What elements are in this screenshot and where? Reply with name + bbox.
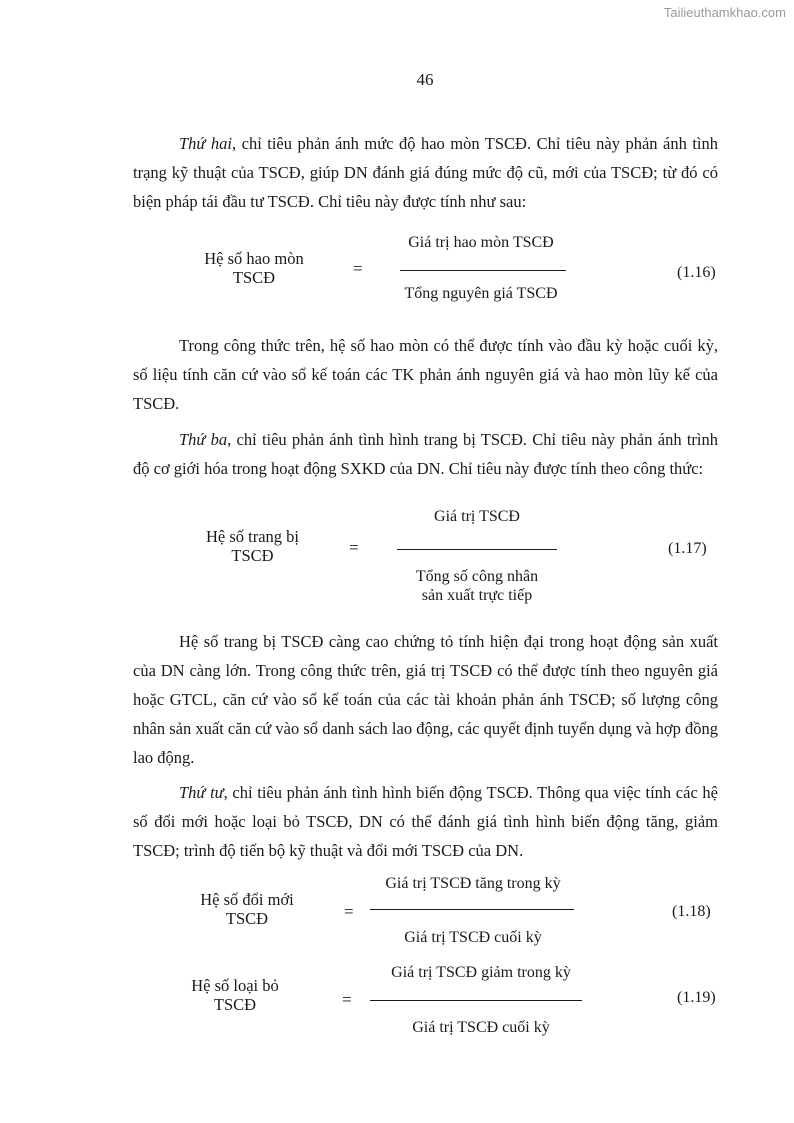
formula-label [168, 976, 302, 1014]
formula-denominator [395, 567, 559, 605]
formula-label-line1: Hệ số loại bỏ [191, 976, 279, 995]
formula-label-line2: TSCĐ [225, 909, 269, 928]
watermark: Tailieuthamkhao.com [663, 5, 786, 20]
equation-number: (1.19) [677, 989, 716, 1006]
fraction-bar [400, 270, 566, 271]
paragraph-lead: Thứ hai [179, 134, 232, 153]
formula-denominator [380, 284, 582, 303]
formula-label [185, 527, 320, 565]
formula-numerator: Giá trị TSCĐ [434, 508, 520, 525]
formula-label-line2: TSCĐ [213, 995, 257, 1014]
paragraph-thu-tu [133, 778, 718, 865]
paragraph-trang-bi-note [133, 627, 718, 772]
formula-equals: = [344, 902, 354, 921]
paragraph-thu-hai [133, 129, 718, 216]
paragraph-formula-note [133, 331, 718, 418]
formula-denominator-line2: sản xuất trực tiếp [421, 587, 533, 604]
formula-denominator-line1: Giá trị TSCĐ cuối kỳ [412, 1019, 550, 1036]
equation-number: (1.16) [677, 264, 716, 281]
formula-denominator-line1: Tổng số công nhân [415, 568, 539, 585]
formula-equals: = [349, 538, 359, 557]
paragraph-lead: Thứ ba [179, 430, 228, 449]
fraction-bar [397, 549, 557, 550]
formula-equals: = [353, 259, 363, 278]
paragraph-text: Trong công thức trên, hệ số hao mòn có thể được tính vào đầu kỳ hoặc cuối kỳ, số liệu tính căn cứ vào sổ kế toán các TK phản ánh nguyên giá và hao mòn lũy kế của TSCĐ. [133, 336, 718, 413]
paragraph-lead: Thứ tư [179, 783, 224, 802]
formula-label [180, 890, 314, 928]
formula-numerator: Giá trị TSCĐ tăng trong kỳ [385, 875, 561, 892]
fraction-bar [370, 909, 574, 910]
formula-denominator-line1: Giá trị TSCĐ cuối kỳ [404, 929, 542, 946]
formula-label [185, 249, 323, 287]
paragraph-text: Hệ số trang bị TSCĐ càng cao chứng tỏ tính hiện đại trong hoạt động sản xuất của DN càng lớn. Trong công thức trên, giá trị TSCĐ có thể được tính theo nguyên giá hoặc GTCL, căn cứ vào sổ kế toán của các tài khoản phản ánh TSCĐ; số lượng công nhân sản xuất căn cứ vào sổ danh sách lao động, các quyết định tuyển dụng và hợp đồng lao động. [133, 632, 718, 767]
formula-label-line2: TSCĐ [231, 546, 274, 565]
paragraph-text: , chỉ tiêu phản ánh mức độ hao mòn TSCĐ. Chỉ tiêu này phản ánh tình trạng kỹ thuật của TSCĐ, giúp DN đánh giá đúng mức độ cũ, mới của TSCĐ; từ đó có biện pháp tái đầu tư TSCĐ. Chỉ tiêu này được tính như sau: [133, 134, 718, 211]
paragraph-text: , chỉ tiêu phản ánh tình hình trang bị TSCĐ. Chỉ tiêu này phản ánh trình độ cơ giới hóa trong hoạt động SXKD của DN. Chỉ tiêu này được tính theo công thức: [133, 430, 718, 478]
page-number: 46 [416, 70, 434, 89]
formula-equals: = [342, 990, 352, 1009]
formula-label-line1: Hệ số đổi mới [200, 890, 294, 909]
formula-denominator [366, 928, 580, 947]
formula-numerator: Giá trị TSCĐ giảm trong kỳ [391, 964, 571, 981]
equation-number: (1.18) [672, 903, 711, 920]
formula-label-line1: Hệ số hao mòn [204, 249, 304, 268]
fraction-bar [370, 1000, 582, 1001]
formula-denominator [372, 1018, 590, 1037]
formula-label-line1: Hệ số trang bị [205, 527, 300, 546]
equation-number: (1.17) [668, 540, 707, 557]
formula-numerator: Giá trị hao mòn TSCĐ [408, 234, 554, 251]
paragraph-thu-ba [133, 425, 718, 483]
formula-denominator-line1: Tổng nguyên giá TSCĐ [404, 285, 558, 302]
paragraph-text: , chỉ tiêu phản ánh tình hình biến động TSCĐ. Thông qua việc tính các hệ số đổi mới hoặc loại bỏ TSCĐ, DN có thể đánh giá tình hình biến động tăng, giảm TSCĐ; trình độ tiến bộ kỹ thuật và đổi mới TSCĐ của DN. [133, 783, 718, 860]
formula-label-line2: TSCĐ [232, 268, 276, 287]
